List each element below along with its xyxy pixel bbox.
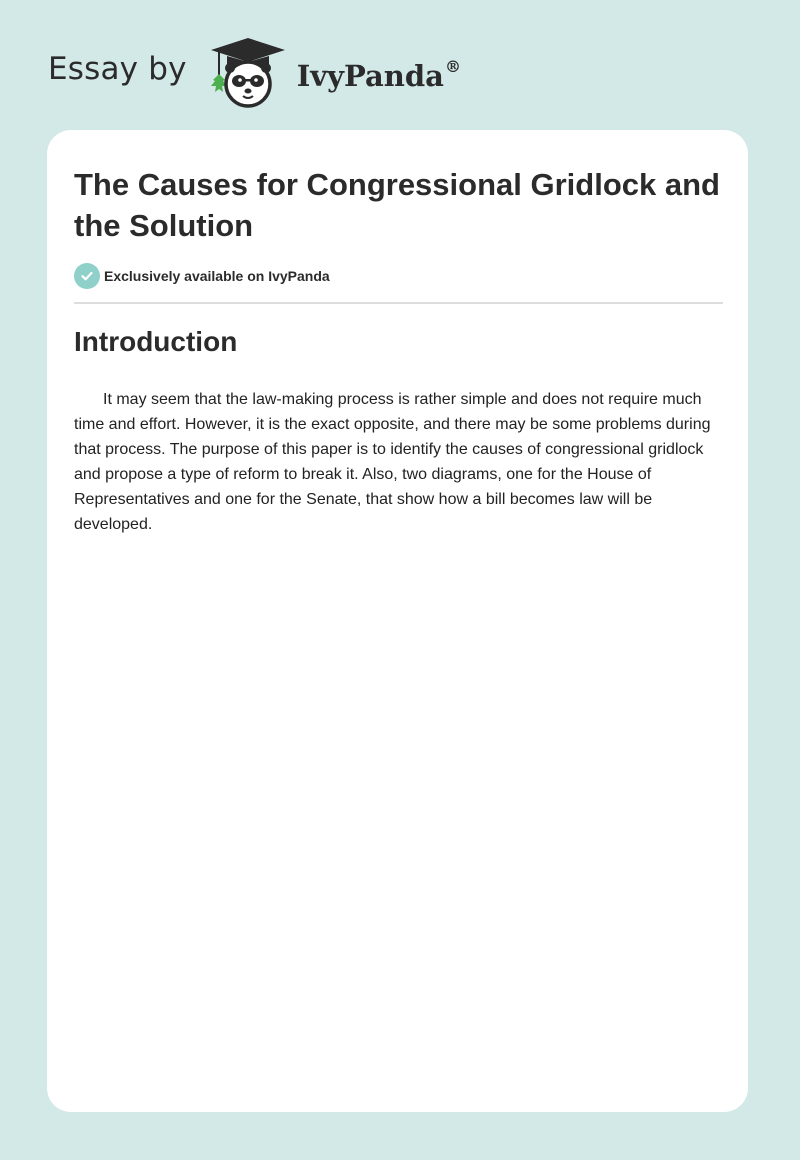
exclusive-badge-text: Exclusively available on IvyPanda bbox=[104, 268, 330, 284]
page-title: The Causes for Congressional Gridlock and the Solution bbox=[74, 167, 720, 243]
registered-mark: ® bbox=[444, 57, 461, 76]
divider bbox=[74, 302, 723, 304]
brand-name[interactable] bbox=[297, 57, 461, 93]
section-heading-introduction: Introduction bbox=[74, 326, 238, 357]
brand-name-text: IvyPanda bbox=[296, 59, 444, 93]
essay-card bbox=[47, 130, 748, 1112]
panda-logo-icon[interactable] bbox=[203, 34, 293, 110]
essay-by-label: Essay by bbox=[48, 51, 187, 87]
exclusive-badge bbox=[74, 263, 330, 289]
site-header bbox=[48, 34, 461, 110]
check-circle-icon bbox=[74, 263, 100, 289]
introduction-paragraph: It may seem that the law-making process is rather simple and does not require much time and effort. However, it is the exact opposite, and there may be some problems during that process. The purpose of this paper is to identify the causes of congressional gridlock and propose a type of reform to break it. Also, two diagrams, one for the House of Representatives and one for the Senate, that show how a bill becomes law will be developed. bbox=[74, 391, 711, 533]
